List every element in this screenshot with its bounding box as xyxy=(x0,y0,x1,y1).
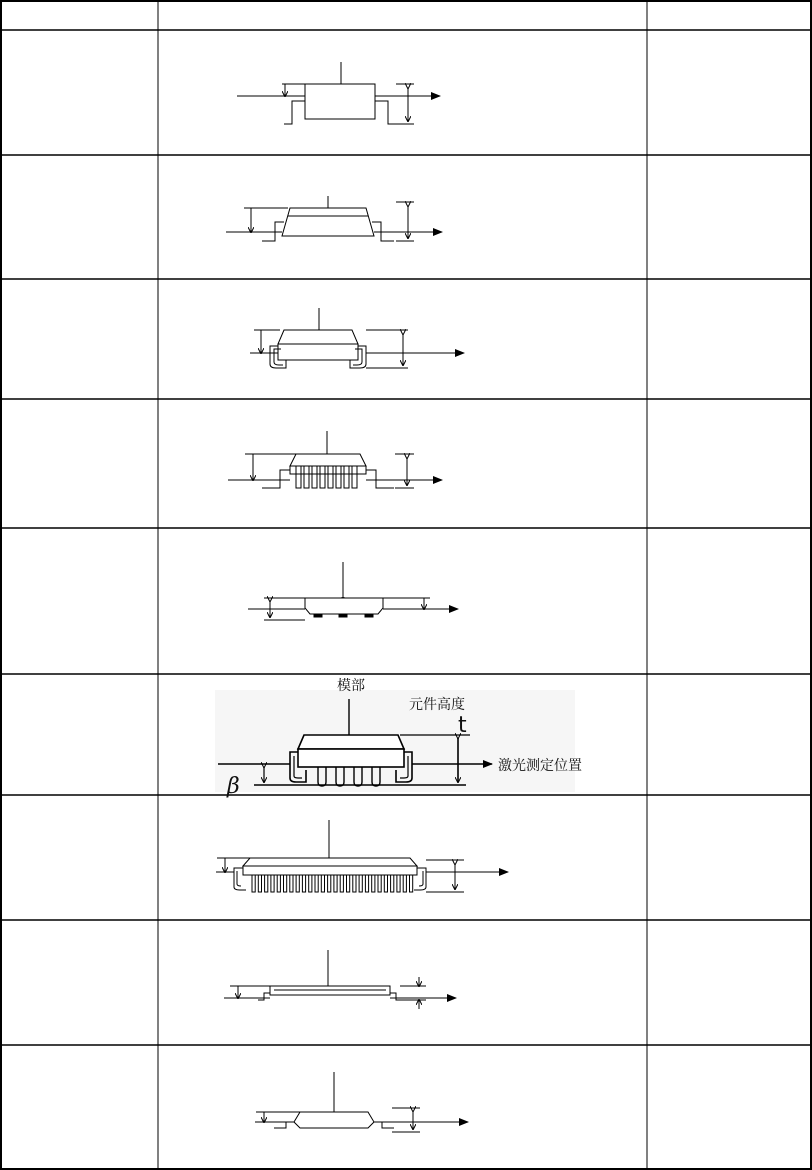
package-pin xyxy=(290,875,293,892)
package-pin xyxy=(391,875,394,892)
package-pin xyxy=(252,875,255,892)
diagram-row-8 xyxy=(224,950,456,1009)
package-pin xyxy=(378,875,381,892)
package-pin xyxy=(321,875,324,892)
package-pin xyxy=(353,875,356,892)
package-pin xyxy=(340,875,343,892)
mold-label: 模部 xyxy=(337,678,365,694)
package-pin xyxy=(403,875,406,892)
package-pin xyxy=(284,875,287,892)
package-pin xyxy=(359,875,362,892)
package-pin xyxy=(258,875,261,892)
diagram-row-5 xyxy=(248,562,458,620)
package-pin xyxy=(265,875,268,892)
diagram-row-6 xyxy=(215,677,582,799)
diagram-row-3 xyxy=(250,308,464,368)
package-pin xyxy=(410,875,413,892)
package-pin xyxy=(334,875,337,892)
package-pin xyxy=(397,875,400,892)
offset-symbol: β xyxy=(227,774,240,799)
diagram-row-9 xyxy=(255,1072,468,1132)
package-pin xyxy=(384,875,387,892)
component-height-label: 元件高度 xyxy=(409,697,465,713)
package-pin xyxy=(347,875,350,892)
diagram-row-2 xyxy=(226,196,442,241)
package-pin xyxy=(328,875,331,892)
package-pin xyxy=(365,875,368,892)
package-pin xyxy=(271,875,274,892)
table-grid xyxy=(1,1,811,1169)
package-pin xyxy=(372,875,375,892)
laser-position-label: 激光测定位置 xyxy=(498,758,582,774)
diagram-row-4 xyxy=(228,431,442,488)
package-pin xyxy=(296,875,299,892)
package-pin xyxy=(277,875,280,892)
diagram-row-1 xyxy=(237,62,440,124)
diagram-row-7 xyxy=(216,820,508,892)
package-pin xyxy=(315,875,318,892)
package-pin xyxy=(309,875,312,892)
package-pin xyxy=(302,875,305,892)
height-symbol: t xyxy=(458,713,467,738)
